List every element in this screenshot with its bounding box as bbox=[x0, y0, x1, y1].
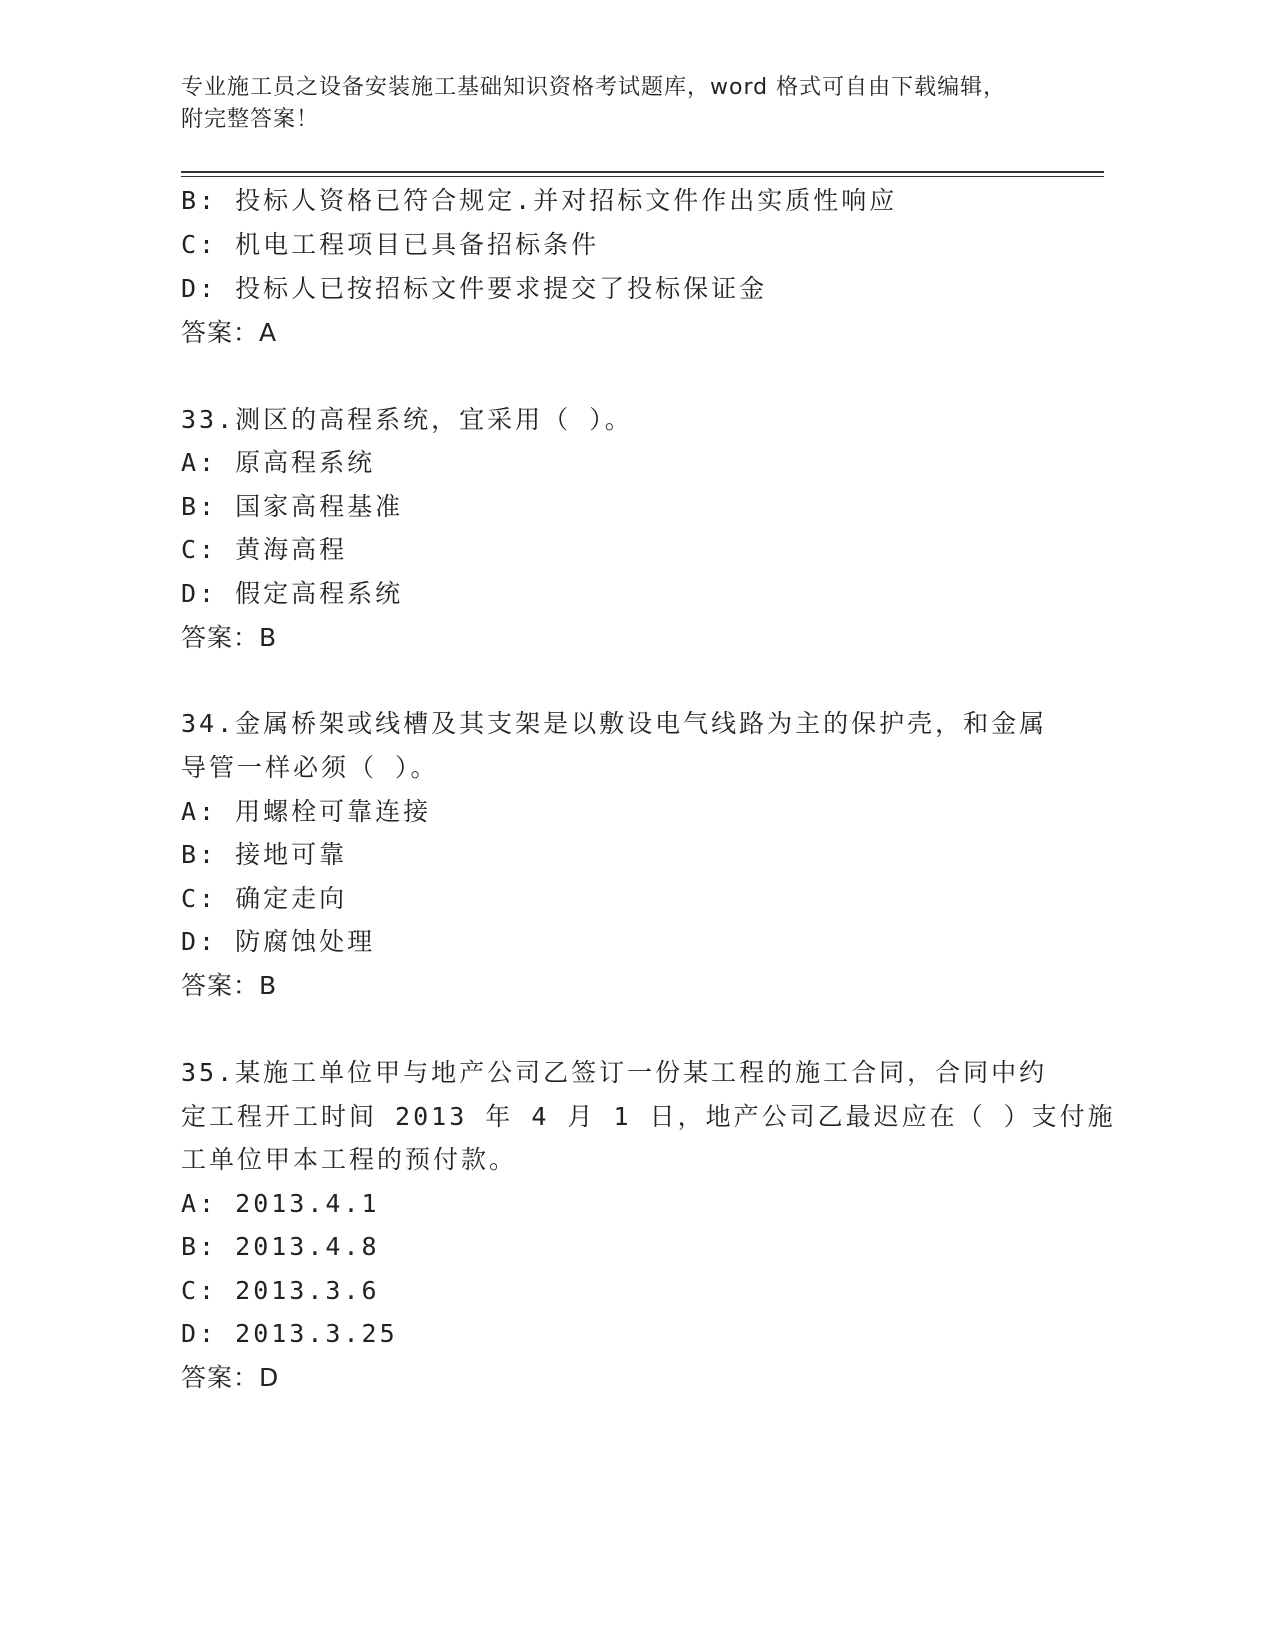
header-divider-thin bbox=[181, 176, 1104, 177]
q33-answer: 答案：B bbox=[181, 623, 278, 652]
q32-answer: 答案：A bbox=[181, 318, 278, 347]
header-divider bbox=[181, 171, 1104, 173]
q32-option-d: D: 投标人已按招标文件要求提交了投标保证金 bbox=[181, 274, 768, 303]
q34-question-line-2: 导管一样必须（ ）。 bbox=[181, 753, 439, 782]
q35-answer: 答案：D bbox=[181, 1363, 280, 1392]
q34-question-line-1: 34.金属桥架或线槽及其支架是以敷设电气线路为主的保护壳，和金属 bbox=[181, 709, 1048, 738]
q33-option-b: B: 国家高程基准 bbox=[181, 492, 404, 521]
q34-option-d: D: 防腐蚀处理 bbox=[181, 927, 376, 956]
q33-option-a: A: 原高程系统 bbox=[181, 448, 376, 477]
header-line-2: 附完整答案！ bbox=[181, 107, 320, 132]
q33-option-c: C: 黄海高程 bbox=[181, 535, 348, 564]
q35-question-line-1: 35.某施工单位甲与地产公司乙签订一份某工程的施工合同，合同中约 bbox=[181, 1058, 1048, 1087]
q35-question-line-2: 定工程开工时间 2013 年 4 月 1 日，地产公司乙最迟应在（ ）支付施 bbox=[181, 1102, 1116, 1131]
q35-option-b: B: 2013.4.8 bbox=[181, 1232, 380, 1261]
document-header bbox=[181, 72, 1061, 136]
q35-option-c: C: 2013.3.6 bbox=[181, 1276, 380, 1305]
q32-option-c: C: 机电工程项目已具备招标条件 bbox=[181, 230, 600, 259]
q35-question-line-3: 工单位甲本工程的预付款。 bbox=[181, 1145, 518, 1174]
q35-option-a: A: 2013.4.1 bbox=[181, 1189, 380, 1218]
q35-option-d: D: 2013.3.25 bbox=[181, 1319, 398, 1348]
q34-option-c: C: 确定走向 bbox=[181, 884, 348, 913]
q34-option-a: A: 用螺栓可靠连接 bbox=[181, 797, 432, 826]
header-line-1: 专业施工员之设备安装施工基础知识资格考试题库，word 格式可自由下载编辑， bbox=[181, 75, 1007, 100]
q32-option-b: B: 投标人资格已符合规定.并对招标文件作出实质性响应 bbox=[181, 186, 898, 215]
q33-option-d: D: 假定高程系统 bbox=[181, 579, 404, 608]
q34-option-b: B: 接地可靠 bbox=[181, 840, 348, 869]
q33-question: 33.测区的高程系统，宜采用（ ）。 bbox=[181, 405, 633, 434]
q34-answer: 答案：B bbox=[181, 971, 278, 1000]
